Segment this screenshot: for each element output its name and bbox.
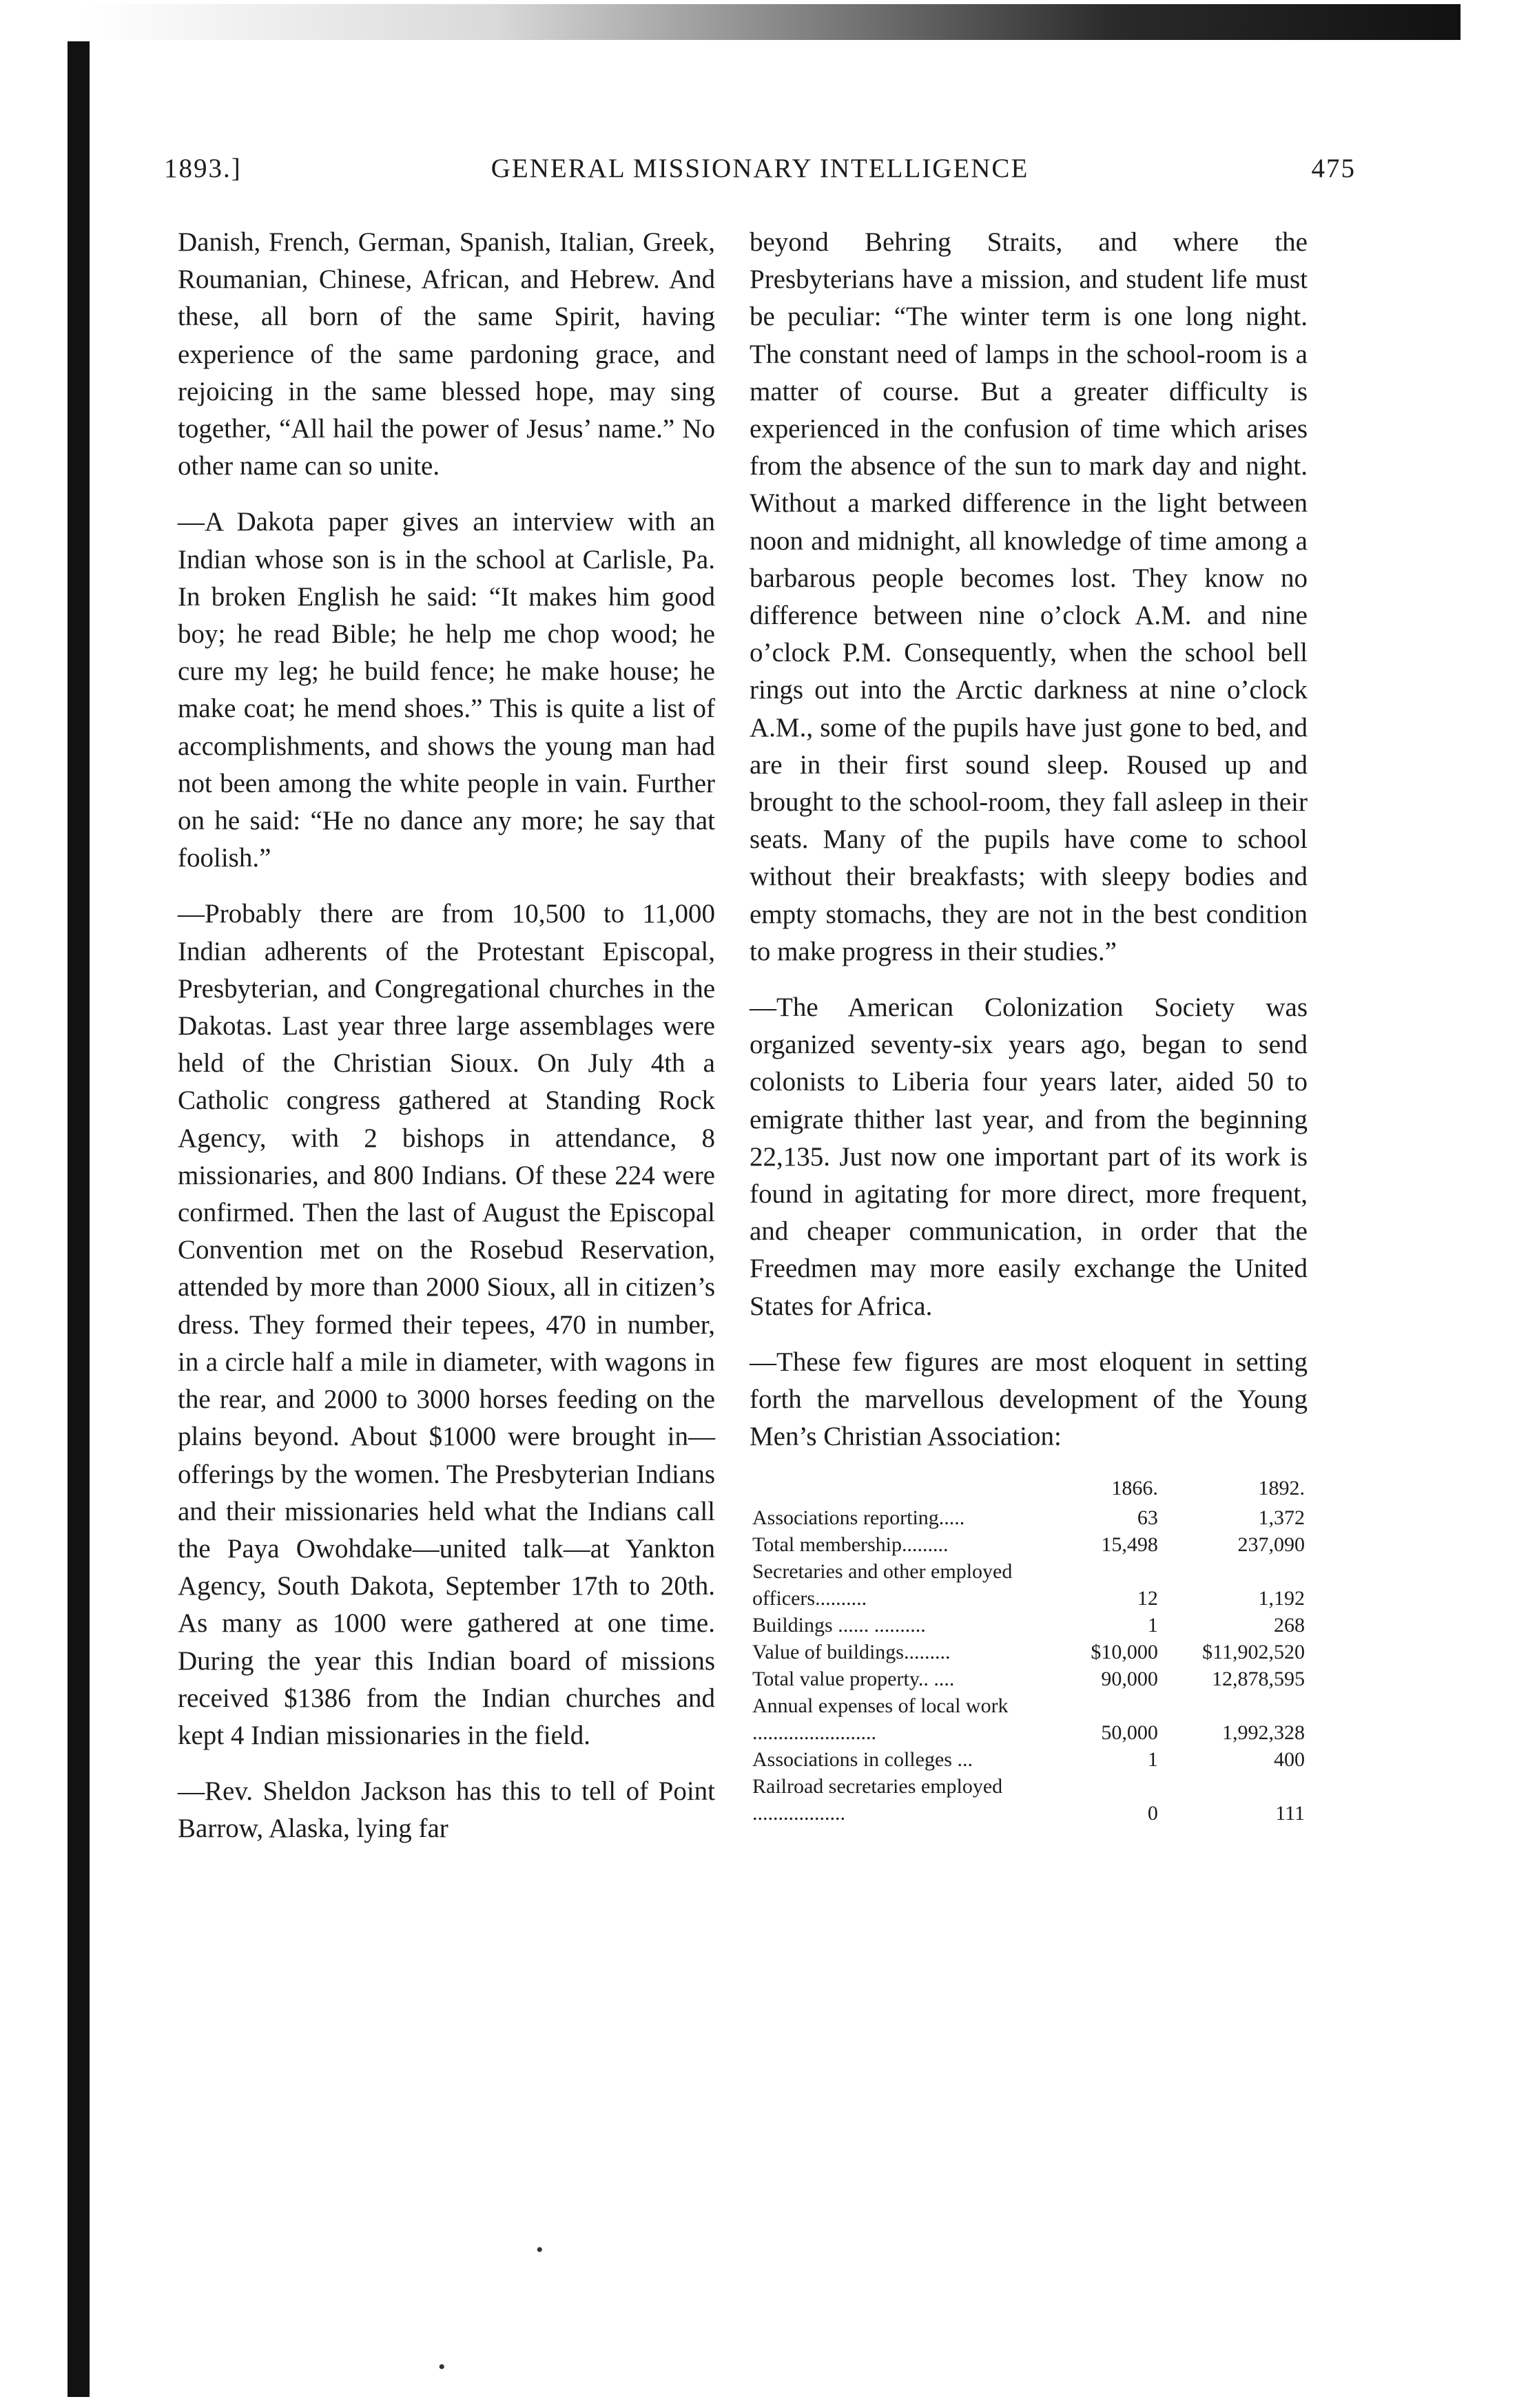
table-row [750, 1612, 1308, 1639]
value-1866: 1 [1147, 1747, 1158, 1771]
value-1892: 1,372 [1258, 1506, 1305, 1529]
ymca-statistics-table [750, 1475, 1308, 1827]
running-header [164, 153, 1356, 194]
row-label: Annual expenses of local work ........................ [752, 1694, 1009, 1744]
value-1866: $10,000 [1091, 1640, 1158, 1663]
paragraph: Danish, French, German, Spanish, Italian, Greek, Roumanian, Chinese, African, and Hebrew. And these, all born of the same Spirit, having experience of the same pardoning grace, and rejoicing in the same blessed hope, may sing together, “All hail the power of Jesus’ name.” No other name can so unite. [178, 227, 715, 481]
value-1866: 0 [1147, 1801, 1158, 1825]
value-1892: 237,090 [1237, 1533, 1305, 1556]
right-column [750, 224, 1308, 1827]
value-1892: $11,902,520 [1202, 1640, 1305, 1663]
row-label: Secretaries and other employed officers.......... [752, 1559, 1013, 1610]
paragraph: —Rev. Sheldon Jackson has this to tell of Point Barrow, Alaska, lying far [178, 1776, 715, 1844]
page-top-edge [83, 4, 1461, 40]
table-row [750, 1531, 1308, 1558]
table-row [750, 1504, 1308, 1531]
value-1892: 400 [1274, 1747, 1305, 1771]
stray-mark: • [438, 2356, 446, 2378]
header-year: 1893.] [164, 154, 242, 183]
value-1866: 63 [1137, 1506, 1158, 1529]
stray-mark: • [536, 2239, 544, 2261]
table-row [750, 1665, 1308, 1692]
row-label: Value of buildings......... [752, 1640, 951, 1663]
value-1892: 12,878,595 [1212, 1667, 1305, 1690]
row-label: Associations in colleges ... [752, 1747, 973, 1771]
value-1866: 12 [1137, 1586, 1158, 1610]
paragraph: beyond Behring Straits, and where the Presbyterians have a mission, and student life must be peculiar: “The winter term is one long night. The constant need of lamps in the school-room is a matter of course. But a greater difficulty is experienced in the confusion of time which arises from the absence of the sun to mark day and night. Without a marked difference in the light between noon and midnight, all knowledge of time among a barbarous people becomes lost. They know no difference between nine o’clock A.M. and nine o’clock P.M. Consequently, when the school bell rings out into the Arctic darkness at nine o’clock A.M., some of the pupils have just gone to bed, and are in their first sound sleep. Roused up and brought to the school-room, they fall asleep in their seats. Many of the pupils have come to school without their breakfasts; with sleepy bodies and empty stomachs, they are not in the best condition to make progress in their studies.” [750, 227, 1308, 966]
row-label: Railroad secretaries employed .................. [752, 1774, 1003, 1825]
value-1866: 15,498 [1101, 1533, 1158, 1556]
table-header-label [750, 1475, 1062, 1504]
row-label: Total value property.. .... [752, 1667, 955, 1690]
value-1866: 50,000 [1101, 1721, 1158, 1744]
value-1892: 111 [1275, 1801, 1305, 1825]
page-number: 475 [1311, 154, 1356, 183]
header-title: GENERAL MISSIONARY INTELLIGENCE [491, 154, 1029, 183]
table-row [750, 1692, 1308, 1746]
book-spine-edge [68, 41, 90, 2397]
table-row [750, 1558, 1308, 1612]
table-row [750, 1773, 1308, 1827]
table-row [750, 1746, 1308, 1773]
value-1866: 1 [1147, 1613, 1158, 1637]
value-1892: 1,992,328 [1222, 1721, 1305, 1744]
table-row [750, 1639, 1308, 1665]
table-header-1892: 1892. [1258, 1476, 1305, 1499]
value-1892: 1,192 [1258, 1586, 1305, 1610]
paragraph: —A Dakota paper gives an interview with an Indian whose son is in the school at Carlisle, Pa. In broken English he said: “It makes him good boy; he read Bible; he help me chop wood; he cure my leg; he build fence; he make house; he make coat; he mend shoes.” This is quite a list of accomplishments, and shows the young man had not been among the white people in vain. Further on he said: “He no dance any more; he say that foolish.” [178, 507, 715, 873]
paragraph: —These few figures are most eloquent in setting forth the marvellous development of the Young Men’s Christian Association: [750, 1347, 1308, 1452]
paragraph: —Probably there are from 10,500 to 11,000 Indian adherents of the Protestant Episcopal, Presbyterian, and Congregational churches in the Dakotas. Last year three large assemblages were held of the Christian Sioux. On July 4th a Catholic congress gathered at Standing Rock Agency, with 2 bishops in attendance, 8 missionaries, and 800 Indians. Of these 224 were confirmed. Then the last of August the Episcopal Convention met on the Rosebud Reservation, attended by more than 2000 Sioux, all in citizen’s dress. They formed their tepees, 470 in number, in a circle half a mile in diameter, with wagons in the rear, and 2000 to 3000 horses feeding on the plains beyond. About $1000 were brought in—offerings by the women. The Presbyterian Indians and their missionaries held what the Indians call the Paya Owohdake—united talk—at Yankton Agency, South Dakota, September 17th to 20th. As many as 1000 were gathered at one time. During the year this Indian board of missions received $1386 from the Indian churches and kept 4 Indian missionaries in the field. [178, 899, 715, 1750]
paragraph: —The American Colonization Society was organized seventy-six years ago, began to send colonists to Liberia four years later, aided 50 to emigrate thither last year, and from the beginning 22,135. Just now one important part of its work is found in agitating for more direct, more frequent, and cheaper communication, in order that the Freedmen may more easily exchange the United States for Africa. [750, 993, 1308, 1321]
table-header-1866: 1866. [1111, 1476, 1158, 1499]
row-label: Buildings ...... .......... [752, 1613, 926, 1637]
value-1892: 268 [1274, 1613, 1305, 1637]
table-header-row [750, 1475, 1308, 1504]
value-1866: 90,000 [1101, 1667, 1158, 1690]
row-label: Total membership......... [752, 1533, 949, 1556]
row-label: Associations reporting..... [752, 1506, 965, 1529]
left-column [178, 224, 715, 1867]
